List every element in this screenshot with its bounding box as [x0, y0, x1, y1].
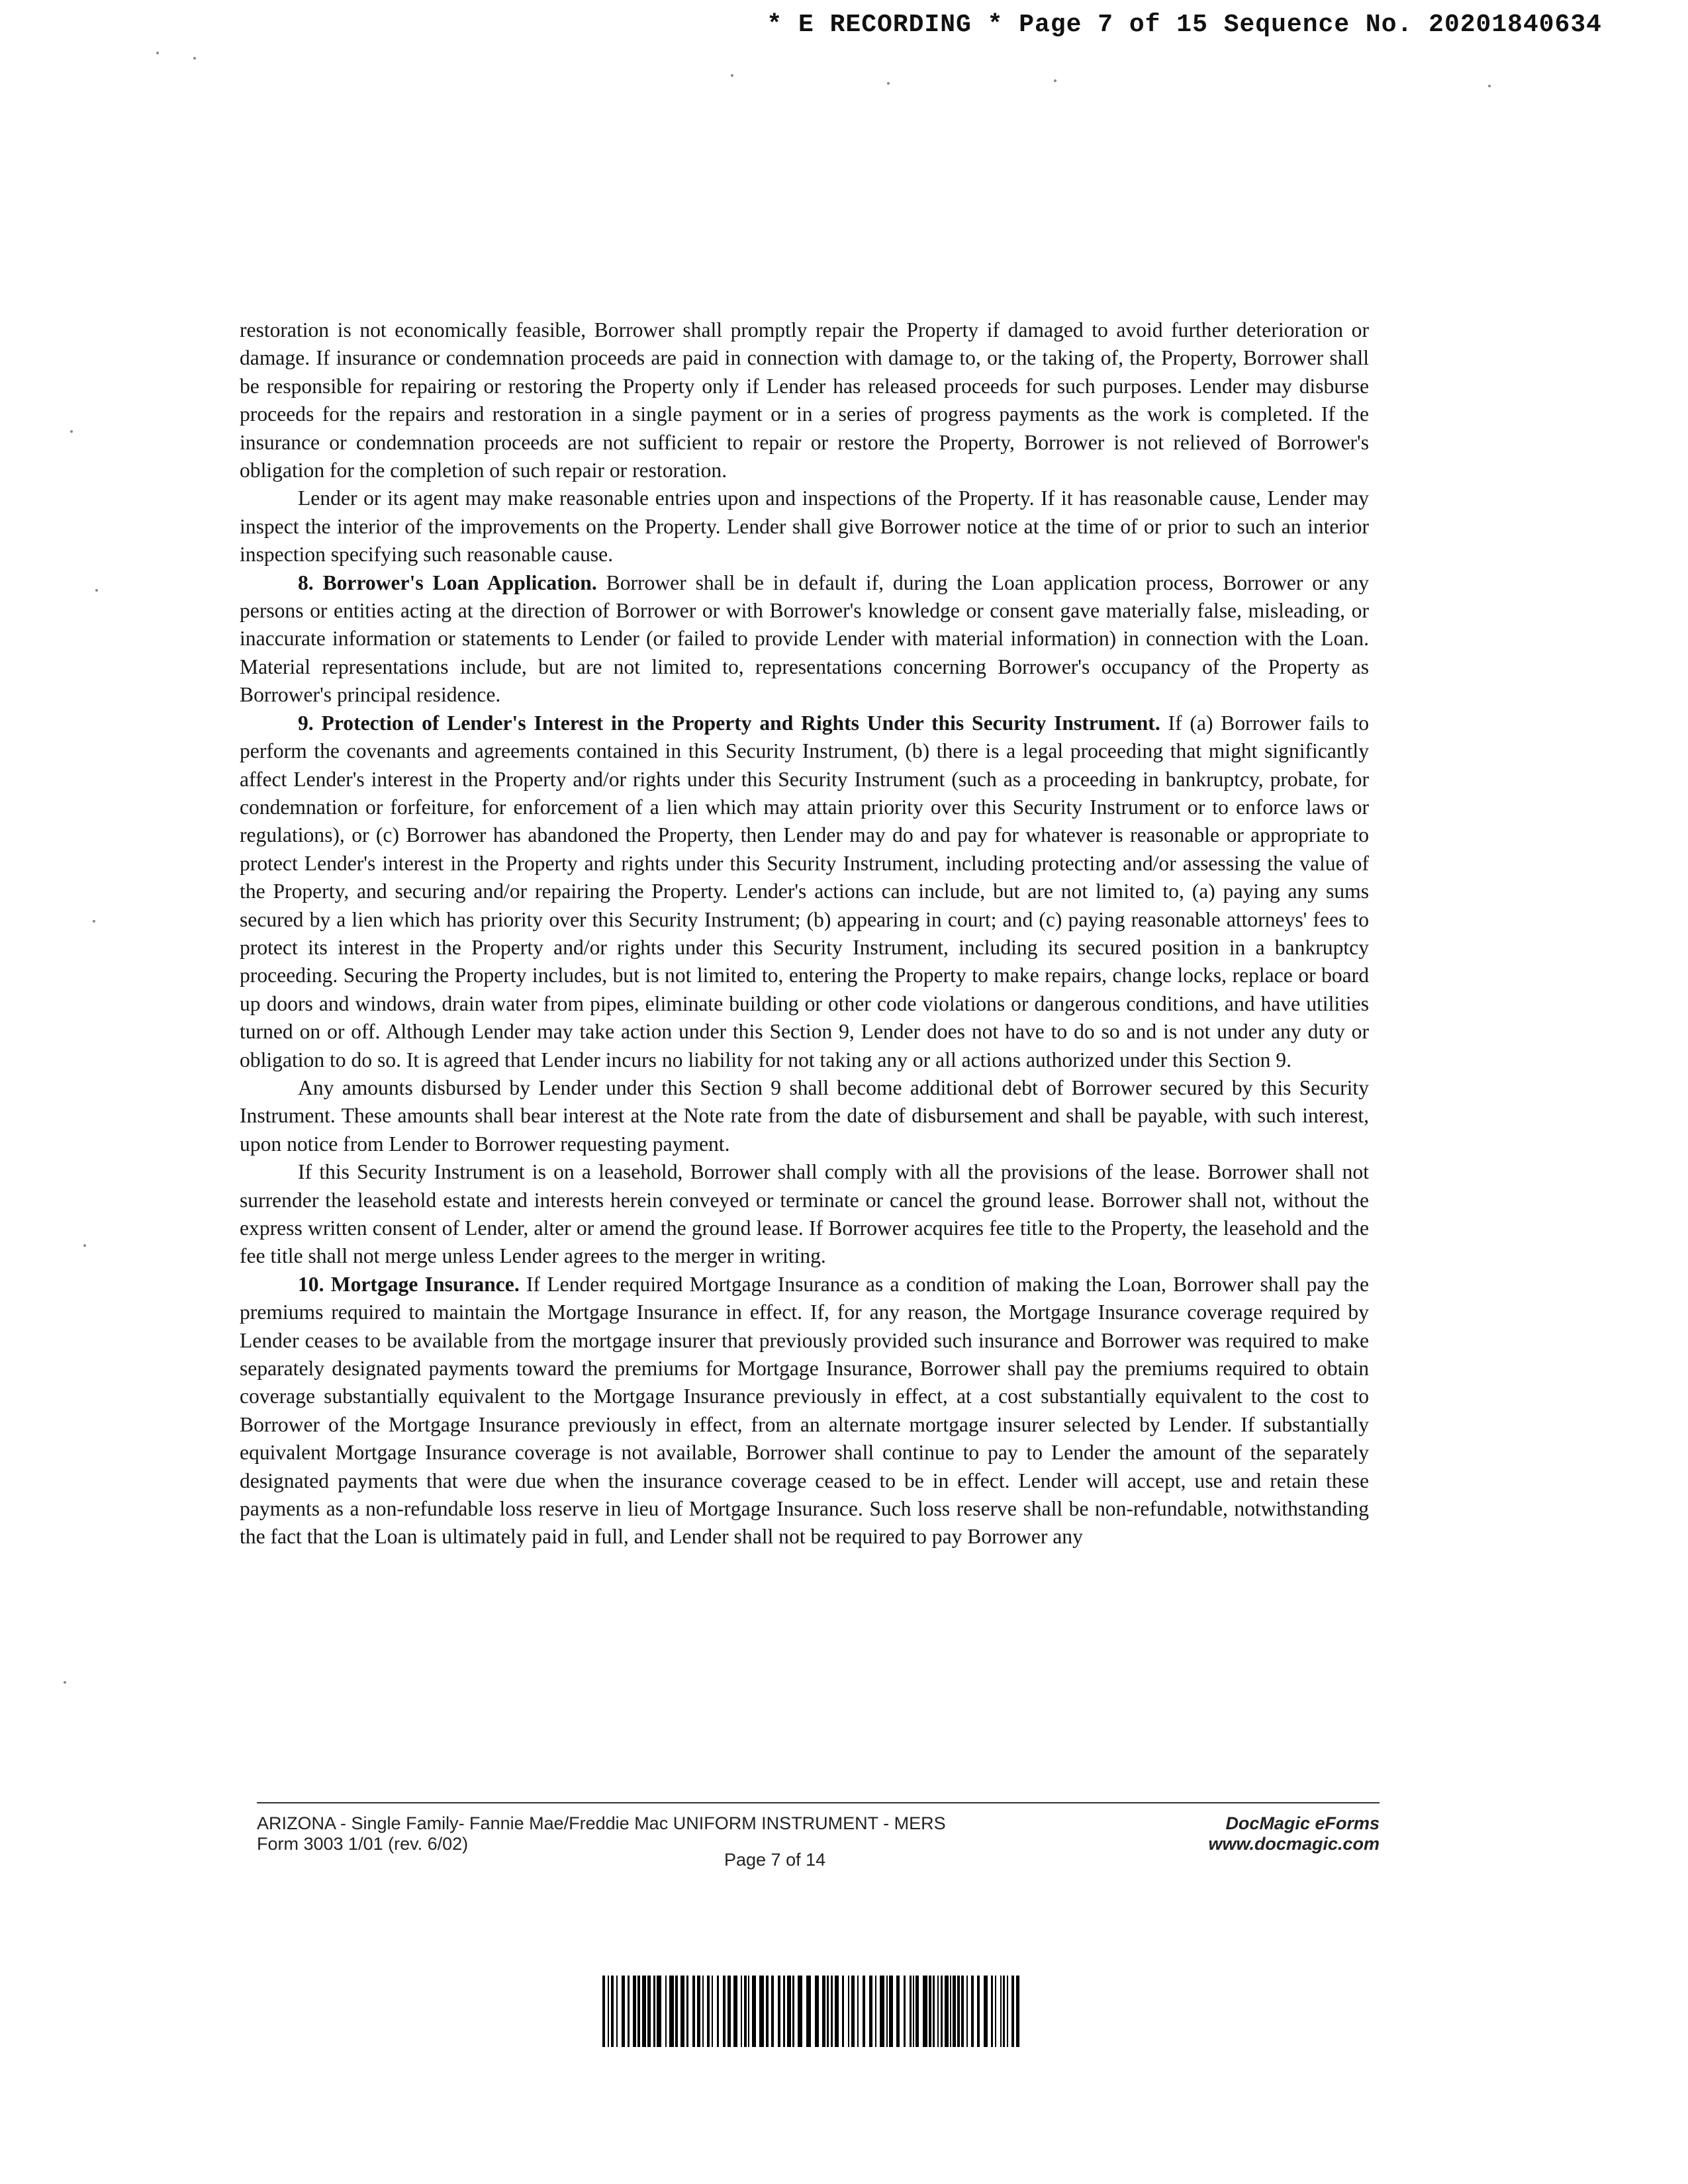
barcode-bar [622, 1976, 625, 2047]
scan-speck [887, 82, 890, 85]
paragraph-restoration [240, 316, 1369, 484]
barcode-bar [712, 1976, 713, 2047]
barcode-bar [869, 1976, 872, 2047]
barcode-bar [971, 1976, 974, 2047]
barcode-bar [886, 1976, 888, 2047]
barcode-bar [723, 1976, 726, 2047]
barcode-bar [633, 1976, 636, 2047]
barcode-bar [653, 1976, 655, 2047]
barcode-bar [831, 1976, 833, 2047]
barcode-bar [669, 1976, 674, 2047]
barcode-bar [863, 1976, 865, 2047]
paragraph-text: Lender or its agent may make reasonable entries upon and inspections of the Property. If it has reasonable cause, Lender may inspect the interior of the improvements on the Property. Lender shall give Borrower notice at the time of or prior to such an interior inspection specifying such reasonable cause. [240, 486, 1369, 567]
barcode-bar [778, 1976, 780, 2047]
scan-speck [156, 52, 159, 54]
barcode-bar [628, 1976, 630, 2047]
scan-speck [93, 920, 95, 923]
barcode-bar [910, 1976, 912, 2047]
barcode-bar [957, 1976, 960, 2047]
barcode-bar [966, 1976, 968, 2047]
barcode-bar [727, 1976, 731, 2047]
barcode-bar [991, 1976, 993, 2047]
barcode-bar [717, 1976, 719, 2047]
paragraph-amounts-disbursed [240, 1074, 1369, 1158]
barcode-bar [953, 1976, 956, 2047]
barcode-bar [945, 1976, 949, 2047]
section-heading: 9. Protection of Lender's Interest in the Property and Rights Under this Security Instrument. [298, 711, 1160, 735]
barcode-bar [1011, 1976, 1014, 2047]
barcode-bar [675, 1976, 678, 2047]
barcode-bar [759, 1976, 764, 2047]
scan-speck [1488, 85, 1491, 87]
barcode-bar [680, 1976, 684, 2047]
scan-speck [731, 74, 733, 77]
barcode-bar [657, 1976, 661, 2047]
recording-header: * E RECORDING * Page 7 of 15 Sequence No. 20201840634 [767, 11, 1602, 39]
docmagic-brand [1208, 1813, 1380, 1854]
document-body [240, 316, 1369, 1551]
barcode-bar [896, 1976, 900, 2047]
barcode-bar [1003, 1976, 1005, 2047]
barcode-bar [616, 1976, 618, 2047]
paragraph-text: If Lender required Mortgage Insurance as a condition of making the Loan, Borrower shall pay the premiums required to maintain the Mortgage Insurance in effect. If, for any reason, the Mortgage Insurance coverage required by Lender ceases to be available from the mortgage insurer that previously provided such insurance and Borrower was required to make separately designated payments toward the premiums for Mortgage Insurance, Borrower shall pay the premiums required to obtain coverage substantially equivalent to the Mortgage Insurance previously in effect, at a cost substantially equivalent to the cost to Borrower of the Mortgage Insurance previously in effect, from an alternate mortgage insurer selected by Lender. If substantially equivalent Mortgage Insurance coverage is not available, Borrower shall continue to pay to Lender the amount of the separately designated payments that were due when the insurance coverage ceased to be in effect. Lender will accept, use and retain these payments as a non-refundable loss reserve in lieu of Mortgage Insurance. Such loss reserve shall be non-refundable, notwithstanding the fact that the Loan is ultimately paid in full, and Lender shall not be required to pay Borrower any [240, 1272, 1369, 1549]
barcode-bar [1000, 1976, 1002, 2047]
paragraph-leasehold [240, 1158, 1369, 1271]
barcode-bar [933, 1976, 935, 2047]
barcode-bar [929, 1976, 931, 2047]
scan-speck [1054, 79, 1056, 82]
barcode-bar [915, 1976, 919, 2047]
scan-speck [193, 57, 196, 60]
barcode-bar [697, 1976, 700, 2047]
barcode-bar [787, 1976, 791, 2047]
barcode-bar [941, 1976, 943, 2047]
barcode-bar [822, 1976, 825, 2047]
barcode-bar [1007, 1976, 1008, 2047]
barcode-bar [815, 1976, 819, 2047]
form-number: Form 3003 1/01 (rev. 6/02) [257, 1834, 469, 1854]
brand-url: www.docmagic.com [1208, 1834, 1380, 1854]
barcode-bar [707, 1976, 710, 2047]
barcode-bar [637, 1976, 640, 2047]
barcode-bar [686, 1976, 688, 2047]
barcode-bar [783, 1976, 785, 2047]
paragraph-text: restoration is not economically feasible, Borrower shall promptly repair the Property if damaged to avoid further deterioration or damage. If insurance or condemnation proceeds are paid in connection with damage to, or the taking of, the Property, Borrower shall be responsible for repairing or restoring the Property only if Lender has released proceeds for such purposes. Lender may disburse proceeds for the repairs and restoration in a single payment or in a series of progress payments as the work is completed. If the insurance or condemnation proceeds are not sufficient to repair or restore the Property, Borrower is not relieved of Borrower's obligation for the completion of such repair or restoration. [240, 318, 1369, 482]
scan-speck [64, 1681, 66, 1684]
section-heading: 10. Mortgage Insurance. [298, 1272, 520, 1296]
barcode-bar [913, 1976, 914, 2047]
paragraph-inspection [240, 484, 1369, 569]
barcode-bar [771, 1976, 774, 2047]
barcode-bar [748, 1976, 749, 2047]
barcode-bar [642, 1976, 646, 2047]
barcode-bar [741, 1976, 742, 2047]
footer-divider [257, 1802, 1380, 1803]
section-heading: 8. Borrower's Loan Application. [298, 570, 597, 594]
barcode-bar [752, 1976, 756, 2047]
form-title: ARIZONA - Single Family- Fannie Mae/Freddie Mac UNIFORM INSTRUMENT - MERS [257, 1813, 946, 1833]
barcode-bar [851, 1976, 855, 2047]
barcode-bar [842, 1976, 844, 2047]
barcode-bar [744, 1976, 747, 2047]
barcode-bar [995, 1976, 996, 2047]
scan-speck [70, 430, 73, 433]
barcode-bar [904, 1976, 906, 2047]
barcode-bar [848, 1976, 849, 2047]
section-8-loan-application [240, 569, 1369, 709]
barcode-bar [827, 1976, 829, 2047]
barcode-bar [792, 1976, 794, 2047]
barcode-bar [806, 1976, 811, 2047]
paragraph-text: If (a) Borrower fails to perform the covenants and agreements contained in this Security Instrument, (b) there is a legal proceeding that might significantly affect Lender's interest in the Property and/or rights under this Security Instrument (such as a proceeding in bankruptcy, probate, for condemnation or forfeiture, for enforcement of a lien which may attain priority over this Security Instrument or to enforce laws or regulations), or (c) Borrower has abandoned the Property, then Lender may do and pay for whatever is reasonable or appropriate to protect Lender's interest in the Property and rights under this Security Instrument, including protecting and/or assessing the value of the Property, and securing and/or repairing the Property. Lender's actions can include, but are not limited to, (a) paying any sums secured by a lien which has priority over this Security Instrument; (b) appearing in court; and (c) paying reasonable attorneys' fees to protect its interest in the Property and/or rights under this Security Instrument, including its secured position in a bankruptcy proceeding. Securing the Property includes, but is not limited to, entering the Property to make repairs, change locks, replace or board up doors and windows, drain water from pipes, eliminate building or other code violations or dangerous conditions, and have utilities turned on or off. Although Lender may take action under this Section 9, Lender does not have to do so and is not under any duty or obligation to do so. It is agreed that Lender incurs no liability for not taking any or all actions authorized under this Section 9. [240, 711, 1369, 1071]
barcode-bar [857, 1976, 859, 2047]
barcode-bar [692, 1976, 695, 2047]
form-identifier [257, 1813, 946, 1854]
barcode-bar [937, 1976, 939, 2047]
barcode-bar [977, 1976, 980, 2047]
barcode-bar [733, 1976, 737, 2047]
barcode-bar [602, 1976, 605, 2047]
barcode-bar [702, 1976, 704, 2047]
barcode-bar [611, 1976, 614, 2047]
brand-name: DocMagic eForms [1225, 1813, 1380, 1833]
barcode-bar [1016, 1976, 1019, 2047]
barcode-bar [665, 1976, 667, 2047]
barcode-bar [889, 1976, 893, 2047]
barcode-bar [608, 1976, 609, 2047]
paragraph-text: Any amounts disbursed by Lender under this Section 9 shall become additional debt of Borrower secured by this Security Instrument. These amounts shall bear interest at the Note rate from the date of disbursement and shall be payable, with such interest, upon notice from Lender to Borrower requesting payment. [240, 1075, 1369, 1156]
barcode-bar [880, 1976, 884, 2047]
barcode-bar [984, 1976, 988, 2047]
paragraph-text: If this Security Instrument is on a leasehold, Borrower shall comply with all the provisions of the lease. Borrower shall not surrender the leasehold estate and interests herein conveyed or terminate or cancel the ground lease. Borrower shall not, without the express written consent of Lender, alter or amend the ground lease. If Borrower acquires fee title to the Property, the leasehold and the fee title shall not merge unless Lender agrees to the merger in writing. [240, 1160, 1369, 1268]
scan-speck [83, 1244, 86, 1247]
barcode-bar [835, 1976, 839, 2047]
barcode-bar [875, 1976, 876, 2047]
barcode-bar [923, 1976, 927, 2047]
barcode-bar [950, 1976, 951, 2047]
section-10-mortgage-insurance [240, 1271, 1369, 1551]
section-9-protection [240, 709, 1369, 1074]
barcode-bar [766, 1976, 769, 2047]
paragraph-text: Borrower shall be in default if, during the Loan application process, Borrower or any persons or entities acting at the direction of Borrower or with Borrower's knowledge or consent gave materially false, misleading, or inaccurate information or statements to Lender (or failed to provide Lender with material information) in connection with the Loan. Material representations include, but are not limited to, representations concerning Borrower's occupancy of the Property as Borrower's principal residence. [240, 570, 1369, 707]
scan-speck [95, 589, 98, 592]
barcode-bar [647, 1976, 651, 2047]
barcode-bar [798, 1976, 802, 2047]
barcode-bar [961, 1976, 964, 2047]
page-number: Page 7 of 14 [724, 1850, 826, 1870]
barcode-image [602, 1976, 1026, 2047]
